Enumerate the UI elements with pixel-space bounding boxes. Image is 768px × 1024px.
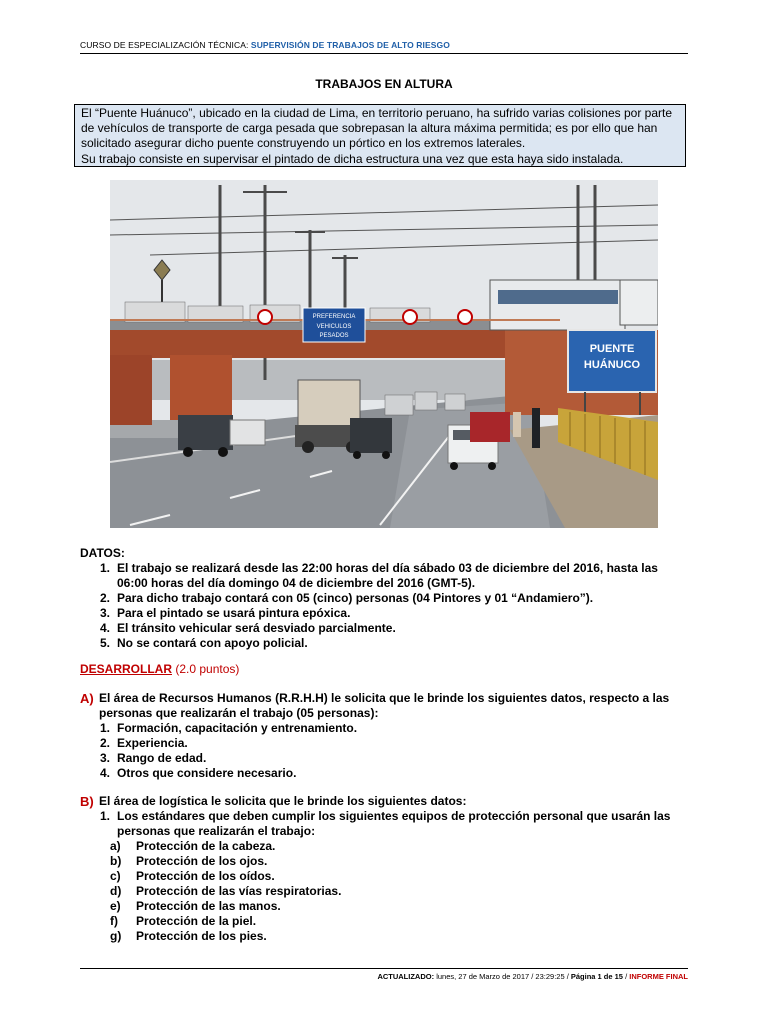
- bridge-photo: [110, 180, 658, 528]
- page-footer: [80, 968, 688, 981]
- list-item: 1. El trabajo se realizará desde las 22:00 horas del día sábado 03 de diciembre del 2016, hasta las 06:00 horas del día domingo 04 de diciembre del 2016 (GMT-5).: [99, 561, 658, 590]
- sign-huanuco: HUÁNUCO: [583, 359, 641, 371]
- list-item: d) Protección de las vías respiratorias.: [110, 884, 342, 898]
- list-item: 4. El tránsito vehicular será desviado parcialmente.: [99, 621, 396, 635]
- intro-paragraph: El “Puente Huánuco”, ubicado en la ciudad de Lima, en territorio peruano, ha sufrido varias colisiones por parte de vehículos de transporte de carga pesada que sobrepasan la altura máxima permitida; es por ello que han solicitado asegurar dicho puente construyendo un pórtico en los extremos laterales.: [81, 106, 673, 151]
- desarrollar-heading: [80, 662, 690, 677]
- list-item: 4. Otros que considere necesario.: [99, 766, 297, 780]
- intro-task: Su trabajo consiste en supervisar el pintado de dicha estructura una vez que esta haya sido instalada.: [81, 151, 624, 166]
- sign-puente: PUENTE: [589, 343, 635, 355]
- list-item: 1. Formación, capacitación y entrenamiento.: [99, 721, 358, 735]
- part-a-letter: A): [80, 691, 94, 706]
- part-b-section: [80, 794, 690, 944]
- part-b-list: [80, 809, 690, 839]
- list-item: 2. Experiencia.: [99, 736, 188, 750]
- footer-page: Página 1 de 15: [570, 972, 623, 981]
- part-a-text: El área de Recursos Humanos (R.R.H.H) le solicita que le brinde los siguientes datos, respecto a las personas que realizarán el trabajo (05 personas):: [99, 691, 670, 720]
- sign-vehiculos: VEHICULOS: [316, 324, 352, 330]
- desarrollar-points: (2.0 puntos): [172, 662, 240, 676]
- header-course: SUPERVISIÓN DE TRABAJOS DE ALTO RIESGO: [250, 40, 450, 50]
- list-item: 1. Los estándares que deben cumplir los siguientes equipos de protección personal que usarán las personas que realizarán el trabajo:: [99, 809, 671, 838]
- list-item: 2. Para dicho trabajo contará con 05 (cinco) personas (04 Pintores y 01 “Andamiero”).: [99, 591, 594, 605]
- part-a-list: [80, 721, 690, 781]
- footer-sep: /: [622, 972, 630, 981]
- sign-pesados: PESADOS: [319, 333, 349, 339]
- page-header: [80, 40, 688, 54]
- footer-report: INFORME FINAL: [629, 972, 688, 981]
- footer-date: lunes, 27 de Marzo de 2017 / 23:29:25 /: [434, 972, 571, 981]
- desarrollar-title: DESARROLLAR: [80, 662, 172, 676]
- list-item: 5. No se contará con apoyo policial.: [99, 636, 308, 650]
- part-b-letter: B): [80, 794, 94, 809]
- sign-preferencia: PREFERENCIA: [312, 314, 356, 320]
- list-item: g) Protección de los pies.: [110, 929, 267, 943]
- datos-section: [80, 546, 690, 651]
- list-item: f) Protección de la piel.: [110, 914, 257, 928]
- list-item: 3. Para el pintado se usará pintura epóxica.: [99, 606, 351, 620]
- part-b-sublist: [80, 839, 690, 944]
- list-item: e) Protección de las manos.: [110, 899, 281, 913]
- part-b-text: El área de logística le solicita que le brinde los siguientes datos:: [99, 794, 467, 808]
- part-a-section: [80, 691, 690, 781]
- list-item: c) Protección de los oídos.: [110, 869, 275, 883]
- document-title: TRABAJOS EN ALTURA: [315, 77, 453, 91]
- datos-list: [80, 561, 690, 651]
- list-item: b) Protección de los ojos.: [110, 854, 268, 868]
- list-item: 3. Rango de edad.: [99, 751, 207, 765]
- list-item: a) Protección de la cabeza.: [110, 839, 276, 853]
- datos-title: DATOS:: [80, 546, 125, 560]
- intro-box: [74, 104, 686, 167]
- header-prefix: CURSO DE ESPECIALIZACIÓN TÉCNICA:: [80, 40, 251, 50]
- footer-label: ACTUALIZADO:: [377, 972, 435, 981]
